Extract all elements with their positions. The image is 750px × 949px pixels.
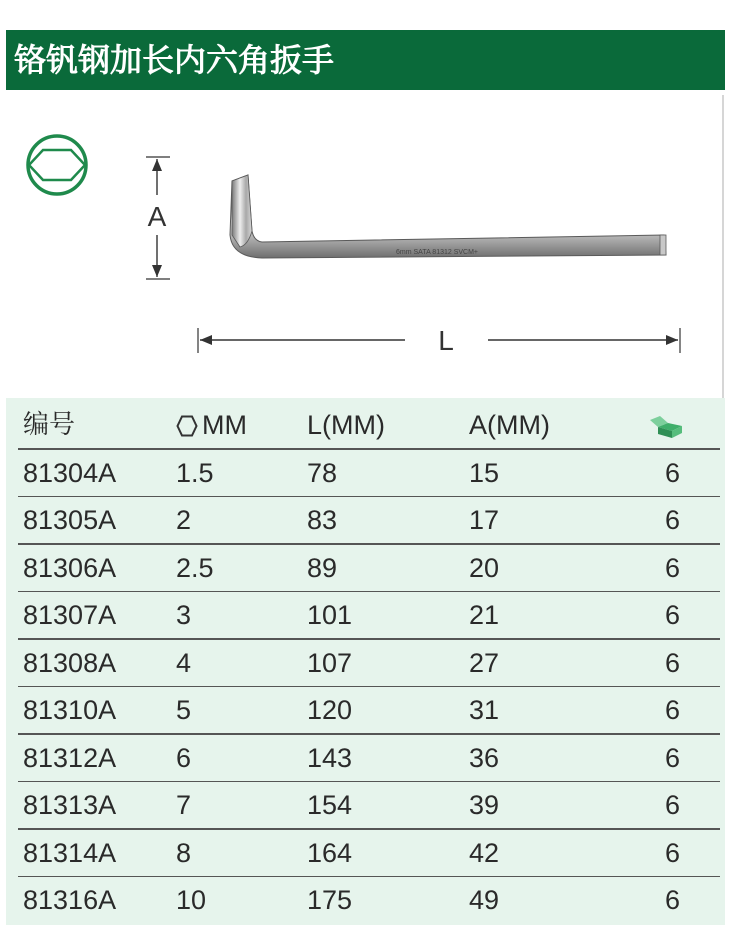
cell-qty: 6	[664, 552, 680, 583]
cell-code: 81313A	[23, 790, 117, 820]
cell-code: 81308A	[23, 647, 117, 678]
cell-qty: 6	[664, 600, 680, 630]
cell-hex-size: 7	[176, 790, 192, 820]
cell-code: 81310A	[23, 695, 117, 725]
cell-hex-size: 2.5	[176, 552, 214, 583]
cell-qty: 6	[664, 742, 680, 773]
hex-key-diagram	[0, 95, 720, 395]
hex-key-image	[230, 175, 666, 258]
table-row	[6, 735, 720, 783]
cell-qty: 6	[664, 695, 680, 725]
table-row	[6, 830, 720, 878]
cell-qty: 6	[664, 647, 680, 678]
cell-length: 101	[307, 600, 353, 630]
cell-code: 81316A	[23, 885, 117, 915]
cell-hex-size: 3	[176, 600, 192, 630]
cell-a: 31	[469, 695, 500, 725]
cell-code: 81314A	[23, 837, 117, 868]
table-header-row	[6, 402, 720, 450]
table-row	[6, 877, 720, 925]
table-row	[6, 497, 720, 545]
hexagon-icon	[28, 136, 86, 194]
cell-length: 89	[307, 552, 338, 583]
header-length: L(MM)	[307, 410, 385, 440]
table-row	[6, 640, 720, 688]
header-hex-size	[176, 402, 247, 450]
cell-length: 78	[307, 457, 338, 488]
table-row	[6, 687, 720, 735]
cell-a: 20	[469, 552, 500, 583]
wrench-engraving: 6mm SATA 81312 SVCM+	[396, 249, 479, 256]
cell-qty: 6	[664, 837, 680, 868]
cell-length: 83	[307, 505, 338, 535]
header-hex-label: MM	[202, 410, 247, 440]
cell-length: 143	[307, 742, 353, 773]
cell-a: 21	[469, 600, 500, 630]
page-title: 铬钒钢加长内六角扳手	[6, 30, 725, 90]
cell-code: 81305A	[23, 505, 117, 535]
cell-hex-size: 5	[176, 695, 192, 725]
cell-hex-size: 8	[176, 837, 192, 868]
cell-hex-size: 4	[176, 647, 192, 678]
cell-hex-size: 2	[176, 505, 192, 535]
cell-code: 81307A	[23, 600, 117, 630]
cell-a: 39	[469, 790, 500, 820]
hexagon-outline-icon	[176, 415, 198, 437]
cell-a: 42	[469, 837, 500, 868]
cell-qty: 6	[664, 885, 680, 915]
cell-qty: 6	[664, 790, 680, 820]
cell-hex-size: 6	[176, 742, 192, 773]
cell-hex-size: 1.5	[176, 457, 214, 488]
cell-a: 17	[469, 505, 500, 535]
spec-table	[6, 398, 725, 925]
cell-qty: 6	[664, 457, 680, 488]
cell-length: 154	[307, 790, 353, 820]
table-row	[6, 450, 720, 498]
cell-code: 81306A	[23, 552, 117, 583]
cell-qty: 6	[664, 505, 680, 535]
cell-length: 107	[307, 647, 353, 678]
header-code: 编号	[23, 410, 76, 440]
table-row	[6, 545, 720, 593]
cell-length: 175	[307, 885, 353, 915]
package-icon	[648, 414, 684, 440]
header-a: A(MM)	[469, 410, 550, 440]
dimension-l-label: L	[438, 325, 454, 356]
cell-length: 120	[307, 695, 353, 725]
cell-length: 164	[307, 837, 353, 868]
table-row	[6, 592, 720, 640]
dimension-a-label: A	[147, 201, 167, 232]
cell-hex-size: 10	[176, 885, 207, 915]
cell-a: 49	[469, 885, 500, 915]
cell-a: 15	[469, 457, 500, 488]
cell-a: 36	[469, 742, 500, 773]
cell-code: 81304A	[23, 457, 117, 488]
cell-a: 27	[469, 647, 500, 678]
cell-code: 81312A	[23, 742, 117, 773]
table-row	[6, 782, 720, 830]
